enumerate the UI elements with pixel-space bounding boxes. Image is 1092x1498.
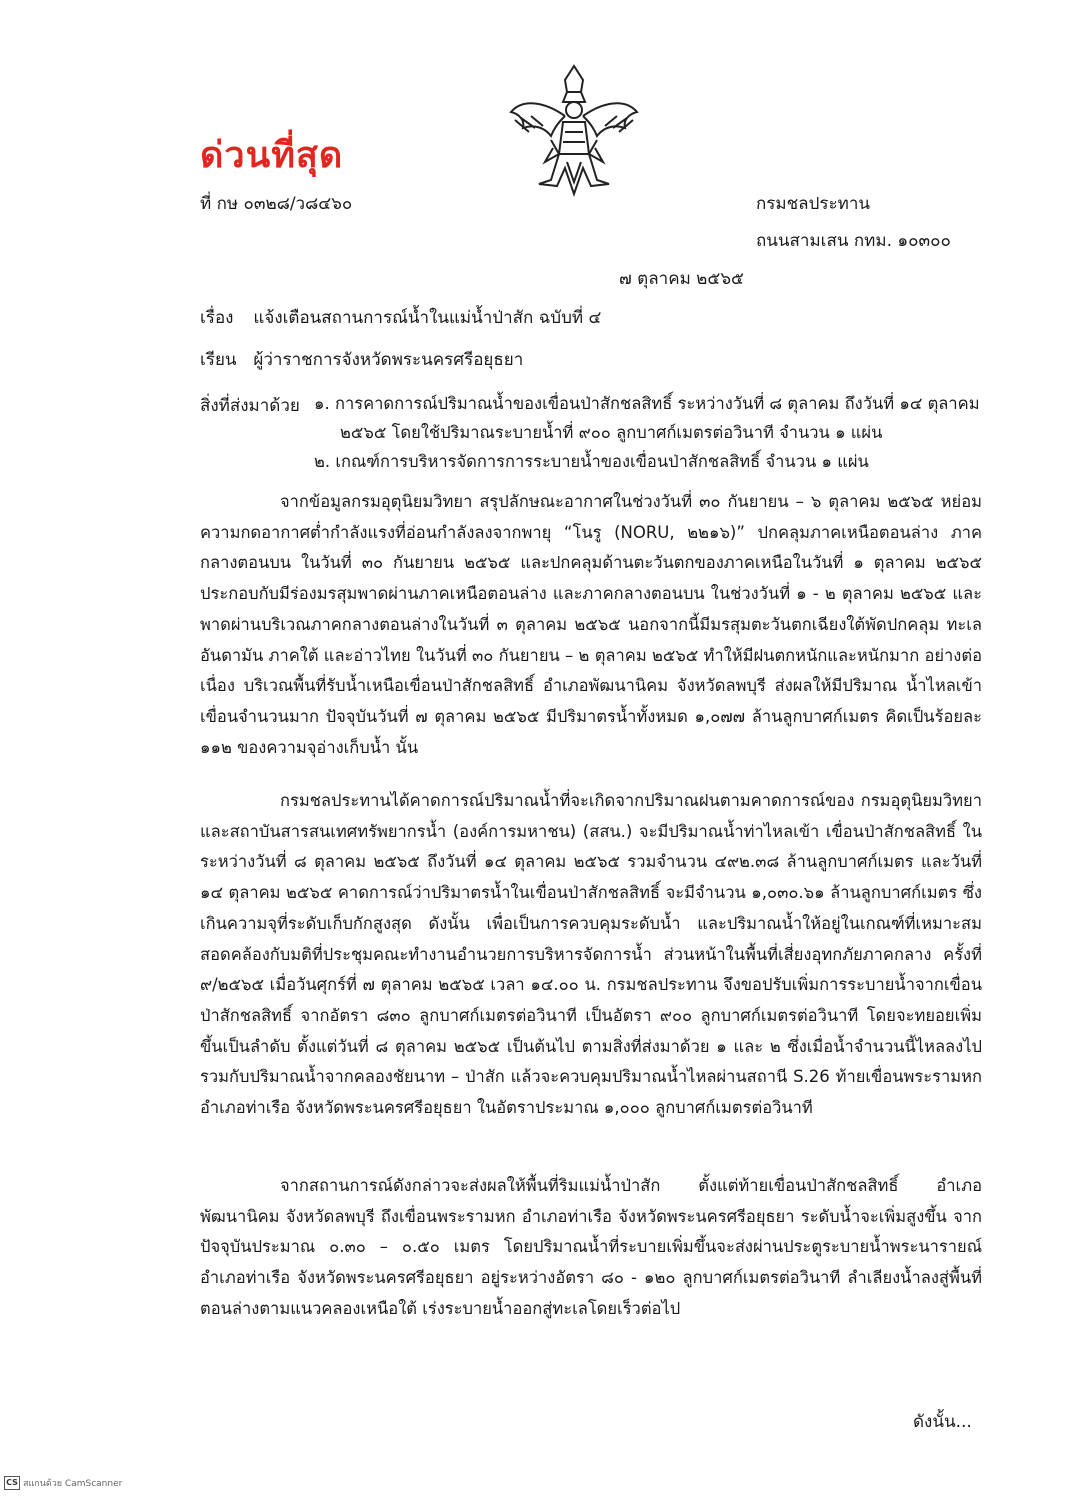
subject-label: เรื่อง [200,308,234,328]
attachment-item: ๑. การคาดการณ์ปริมาณน้ำของเขื่อนป่าสักชลสิทธิ์ ระหว่างวันที่ ๘ ตุลาคม ถึงวันที่ ๑๔ ตุลาคม [314,394,980,413]
sender-address: ถนนสามเสน กทม. ๑๐๓๐๐ [756,231,951,251]
sender-department: กรมชลประทาน [756,194,871,214]
urgency-stamp: ด่วนที่สุด [200,135,344,176]
scanner-text: สแกนด้วย CamScanner [23,1479,123,1489]
recipient-text: ผู้ว่าราชการจังหวัดพระนครศรีอยุธยา [253,350,524,370]
garuda-emblem [505,62,643,202]
body-paragraph: จากสถานการณ์ดังกล่าวจะส่งผลให้พื้นที่ริมแม่น้ำป่าสัก ตั้งแต่ท้ายเขื่อนป่าสักชลสิทธิ์ อำเภอพัฒนานิคม จังหวัดลพบุรี ถึงเขื่อนพระรามหก อำเภอท่าเรือ จังหวัดพระนครศรีอยุธยา ระดับน้ำจะเพิ่มสูงขึ้น จากปัจจุบันประมาณ ๐.๓๐ – ๐.๕๐ เมตร โดยปริมาณน้ำที่ระบายเพิ่มขึ้นจะส่งผ่านประตูระบายน้ำพระนารายณ์ อำเภอท่าเรือ จังหวัดพระนครศรีอยุธยา อยู่ระหว่างอัตรา ๘๐ - ๑๒๐ ลูกบาศก์เมตรต่อวินาที ลำเลียงน้ำลงสู่พื้นที่ ตอนล่างตามแนวคลองเหนือใต้ เร่งระบายน้ำออกสู่ทะเลโดยเร็วต่อไป [200,1176,982,1318]
attachment-item: ๒๕๖๕ โดยใช้ปริมาณระบายน้ำที่ ๙๐๐ ลูกบาศก์เมตรต่อวินาที จำนวน ๑ แผ่น [340,423,883,442]
body-paragraph: จากข้อมูลกรมอุตุนิยมวิทยา สรุปลักษณะอากาศในช่วงวันที่ ๓๐ กันยายน – ๖ ตุลาคม ๒๕๖๕ หย่อมความกดอากาศต่ำกำลังแรงที่อ่อนกำลังลงจากพายุ “โนรู (NORU, ๒๒๑๖)” ปกคลุมภาคเหนือตอนล่าง ภาคกลางตอนบน ในวันที่ ๓๐ กันยายน ๒๕๖๕ และปกคลุมด้านตะวันตกของภาคเหนือในวันที่ ๑ ตุลาคม ๒๕๖๕ ประกอบกับมีร่องมรสุมพาดผ่านภาคเหนือตอนล่าง และภาคกลางตอนบน ในช่วงวันที่ ๑ - ๒ ตุลาคม ๒๕๖๕ และพาดผ่านบริเวณภาคกลางตอนล่างในวันที่ ๓ ตุลาคม ๒๕๖๕ นอกจากนี้มีมรสุมตะวันตกเฉียงใต้พัดปกคลุม ทะเลอันดามัน ภาคใต้ และอ่าวไทย ในวันที่ ๓๐ กันยายน – ๒ ตุลาคม ๒๕๖๕ ทำให้มีฝนตกหนักและหนักมาก อย่างต่อเนื่อง บริเวณพื้นที่รับน้ำเหนือเขื่อนป่าสักชลสิทธิ์ อำเภอพัฒนานิคม จังหวัดลพบุรี ส่งผลให้มีปริมาณ น้ำไหลเข้าเขื่อนจำนวนมาก ปัจจุบันวันที่ ๗ ตุลาคม ๒๕๖๕ มีปริมาตรน้ำทั้งหมด ๑,๐๗๗ ล้านลูกบาศก์เมตร คิดเป็นร้อยละ ๑๑๒ ของความจุอ่างเก็บน้ำ นั้น [200,492,982,757]
scanner-watermark [4,1476,122,1490]
attachment-item: ๒. เกณฑ์การบริหารจัดการการระบายน้ำของเขื่อนป่าสักชลสิทธิ์ จำนวน ๑ แผ่น [314,452,869,471]
camscanner-logo: CS [4,1476,20,1490]
subject-line [200,304,601,331]
subject-text: แจ้งเตือนสถานการณ์น้ำในแม่น้ำป่าสัก ฉบับที่ ๔ [253,308,602,328]
closing-text: ดังนั้น... [913,1412,972,1432]
letter-date: ๗ ตุลาคม ๒๕๖๕ [619,269,744,289]
reference-number: ที่ กษ ๐๓๒๘/ว๘๔๖๐ [200,194,353,214]
recipient-line [200,346,523,373]
attachments-list [314,389,990,476]
recipient-label: เรียน [200,350,237,370]
attachments-label: สิ่งที่ส่งมาด้วย [200,396,300,416]
body-paragraph: กรมชลประทานได้คาดการณ์ปริมาณน้ำที่จะเกิดจากปริมาณฝนตามคาดการณ์ของ กรมอุตุนิยมวิทยา และสถาบันสารสนเทศทรัพยากรน้ำ (องค์การมหาชน) (สสน.) จะมีปริมาณน้ำท่าไหลเข้า เขื่อนป่าสักชลสิทธิ์ ในระหว่างวันที่ ๘ ตุลาคม ๒๕๖๕ ถึงวันที่ ๑๔ ตุลาคม ๒๕๖๕ รวมจำนวน ๔๙๒.๓๘ ล้านลูกบาศก์เมตร และวันที่ ๑๔ ตุลาคม ๒๕๖๕ คาดการณ์ว่าปริมาตรน้ำในเขื่อนป่าสักชลสิทธิ์ จะมีจำนวน ๑,๐๓๐.๖๑ ล้านลูกบาศก์เมตร ซึ่งเกินความจุที่ระดับเก็บกักสูงสุด ดังนั้น เพื่อเป็นการควบคุมระดับน้ำ และปริมาณน้ำให้อยู่ในเกณฑ์ที่เหมาะสมสอดคล้องกับมติที่ประชุมคณะทำงานอำนวยการบริหารจัดการน้ำ ส่วนหน้าในพื้นที่เสี่ยงอุทกภัยภาคกลาง ครั้งที่ ๙/๒๕๖๕ เมื่อวันศุกร์ที่ ๗ ตุลาคม ๒๕๖๕ เวลา ๑๔.๐๐ น. กรมชลประทาน จึงขอปรับเพิ่มการระบายน้ำจากเขื่อนป่าสักชลสิทธิ์ จากอัตรา ๘๓๐ ลูกบาศก์เมตรต่อวินาที เป็นอัตรา ๙๐๐ ลูกบาศก์เมตรต่อวินาที โดยจะทยอยเพิ่มขึ้นเป็นลำดับ ตั้งแต่วันที่ ๘ ตุลาคม ๒๕๖๕ เป็นต้นไป ตามสิ่งที่ส่งมาด้วย ๑ และ ๒ ซึ่งเมื่อน้ำจำนวนนี้ไหลลงไปรวมกับปริมาณน้ำจากคลองชัยนาท – ป่าสัก แล้วจะควบคุมปริมาณน้ำไหลผ่านสถานี S.26 ท้ายเขื่อนพระรามหก อำเภอท่าเรือ จังหวัดพระนครศรีอยุธยา ในอัตราประมาณ ๑,๐๐๐ ลูกบาศก์เมตรต่อวินาที [200,791,982,1118]
